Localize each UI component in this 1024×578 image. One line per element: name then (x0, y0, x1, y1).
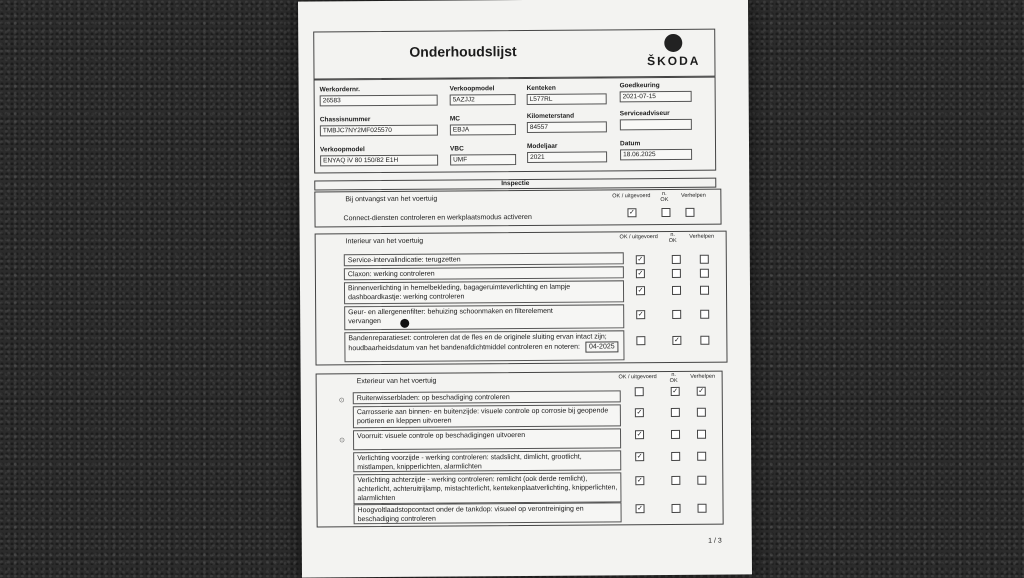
checkbox-verhelpen[interactable] (697, 476, 706, 485)
checkbox-ok[interactable]: ✓ (636, 477, 643, 485)
checkbox-ok[interactable]: ✓ (636, 453, 643, 461)
checkbox-verhelpen[interactable] (700, 255, 709, 264)
item-text: Verlichting achterzijde - werking controleren: remlicht (ook derde remlicht), achterlicht, achteruitrijlamp, mistachterlicht, kentekenplaatverlichting, knipperlichten, alarmlichten (353, 472, 621, 504)
document-title: Onderhoudslijst (409, 43, 517, 60)
item-text: Verlichting voorzijde - werking controleren: stadslicht, dimlicht, grootlicht, mistlampen, knipperlichten, alarmlichten (353, 450, 621, 472)
item-text: Service-intervalindicatie: terugzetten (344, 252, 624, 266)
item-text: Connect-diensten controleren en werkplaatsmodus activeren (343, 213, 532, 223)
checkbox-nok[interactable] (672, 269, 681, 278)
checkbox-nok[interactable] (671, 408, 680, 417)
checkbox-nok[interactable]: ✓ (673, 336, 680, 344)
skoda-badge-icon (665, 34, 683, 52)
vehicle-info (314, 77, 717, 174)
section-title: Interieur van het voertuig (345, 237, 424, 246)
checkbox-verhelpen[interactable] (698, 504, 707, 513)
info-marker-icon: ⊙ (338, 397, 345, 405)
field-chassis: Chassisnummer TMBJC7NY2MF025570 (320, 116, 438, 137)
document-header (313, 29, 715, 80)
checkbox-verhelpen[interactable] (697, 430, 706, 439)
item-text: Bandenreparatieset: controleren dat de fles en de originele sluiting ervan intact zijn; houdbaarheidsdatum van het bandenafdichtmiddel controleren en noteren: 04-2025 (344, 330, 624, 362)
checkbox-nok[interactable] (671, 430, 680, 439)
field-goedkeuring: Goedkeuring 2021-07-15 (620, 82, 692, 103)
checkbox-ok[interactable]: ✓ (637, 505, 644, 513)
info-marker-icon: ⊙ (339, 437, 345, 445)
checkbox-verhelpen[interactable] (700, 269, 709, 278)
checkbox-ok[interactable]: ✓ (637, 270, 644, 278)
checkbox-ok[interactable]: ✓ (636, 431, 643, 439)
checkbox-verhelpen[interactable] (685, 208, 694, 217)
checkbox-verhelpen[interactable] (700, 286, 709, 295)
checkbox-verhelpen[interactable] (700, 310, 709, 319)
section-ontvangst (314, 189, 721, 228)
field-werkorder: Werkordernr. 26583 (320, 86, 438, 107)
field-modeljaar: Modeljaar 2021 (527, 142, 607, 163)
item-text: Hoogvoltlaadstopcontact onder de tankdop: visueel op verontreiniging en beschadiging controleren (354, 502, 622, 524)
col-verhelpen: Verhelpen (690, 373, 716, 380)
checkbox-ok[interactable] (635, 387, 644, 396)
section-title: Bij ontvangst van het voertuig (345, 195, 438, 204)
col-nok: n. OK (669, 371, 678, 384)
checkbox-ok[interactable]: ✓ (629, 209, 635, 217)
checkbox-nok[interactable]: ✓ (672, 387, 679, 395)
inspectie-heading: Inspectie (314, 178, 716, 191)
checkbox-ok[interactable]: ✓ (637, 311, 644, 319)
field-datum: Datum 18.06.2025 (620, 140, 692, 161)
checkbox-nok[interactable] (671, 476, 680, 485)
checkbox-nok[interactable] (671, 452, 680, 461)
checkbox-nok[interactable] (661, 208, 670, 217)
expiry-date: 04-2025 (585, 341, 619, 352)
col-ok: OK / uitgevoerd (618, 374, 657, 381)
checkbox-verhelpen[interactable] (697, 452, 706, 461)
col-ok: OK / uitgevoerd (619, 234, 658, 241)
item-text: Claxon: werking controleren (344, 266, 624, 280)
item-text: Voorruit: visuele controle op beschadigingen uitvoeren (353, 428, 621, 450)
col-nok: n. OK (660, 191, 669, 204)
punch-hole-icon (400, 319, 409, 328)
checkbox-verhelpen[interactable]: ✓ (698, 387, 705, 395)
col-ok: OK / uitgevoerd (612, 193, 651, 200)
item-text: Geur- en allergenenfilter: behuizing schoonmaken en filterelement vervangen (344, 304, 624, 330)
section-interieur (315, 231, 728, 366)
item-text: Binnenverlichting in hemelbekleding, bagageruimteverlichting en lampje dashboardkastje: werking controleren (344, 280, 624, 304)
checkbox-ok[interactable]: ✓ (637, 256, 644, 264)
field-serviceadviseur: Serviceadviseur (620, 110, 692, 131)
field-vbc: VBC UMF (450, 145, 516, 165)
checkbox-nok[interactable] (672, 310, 681, 319)
checkbox-ok[interactable]: ✓ (636, 409, 643, 417)
checkbox-ok[interactable] (636, 336, 645, 345)
field-kilometerstand: Kilometerstand 84557 (527, 112, 607, 133)
item-text: Ruitenwisserbladen: op beschadiging controleren (353, 390, 621, 404)
maintenance-sheet (298, 0, 752, 578)
brand-wordmark: ŠKODA (647, 53, 701, 69)
page-number: 1 / 3 (708, 537, 722, 545)
checkbox-nok[interactable] (672, 504, 681, 513)
checkbox-nok[interactable] (672, 286, 681, 295)
item-text: Carrosserie aan binnen- en buitenzijde: visuele controle op corrosie bij geopende portieren en kleppen uitvoeren (353, 404, 621, 428)
checkbox-ok[interactable]: ✓ (637, 287, 644, 295)
brand-logo (647, 34, 701, 68)
field-kenteken: Kenteken L577RL (527, 84, 607, 105)
checkbox-nok[interactable] (672, 255, 681, 264)
checkbox-verhelpen[interactable] (700, 336, 709, 345)
col-verhelpen: Verhelpen (689, 233, 715, 240)
field-verkoopmodel-code: Verkoopmodel 5AZJJ2 (450, 85, 516, 105)
checkbox-verhelpen[interactable] (697, 408, 706, 417)
col-nok: n. OK (668, 231, 677, 244)
section-exterieur (316, 371, 724, 528)
field-mc: MC EBJA (450, 115, 516, 135)
field-verkoopmodel: Verkoopmodel ENYAQ iV 80 150/82 E1H (320, 146, 438, 167)
section-title: Exterieur van het voertuig (356, 377, 437, 386)
col-verhelpen: Verhelpen (680, 192, 706, 199)
